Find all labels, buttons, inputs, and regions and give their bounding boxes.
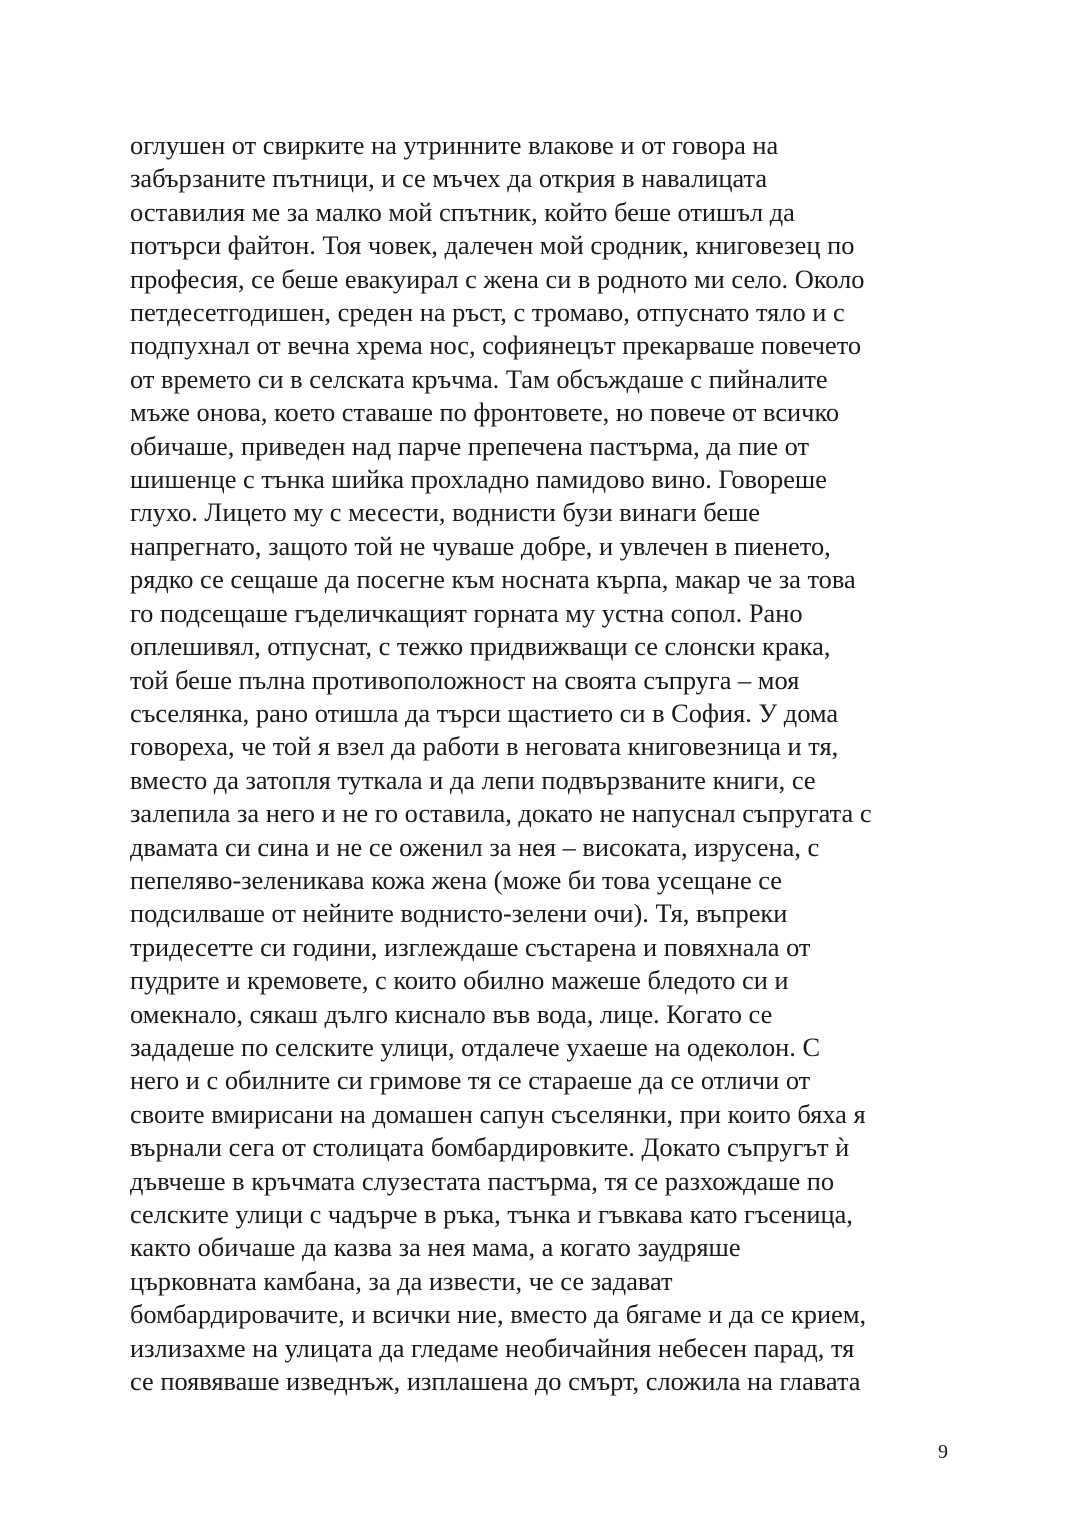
- text-line: подсилваше от нейните воднисто-зелени очи). Тя, въпреки: [130, 898, 788, 929]
- text-line: се появяваше изведнъж, изплашена до смърт, сложила на главата: [130, 1366, 861, 1397]
- text-line: мъже онова, което ставаше по фронтовете, но повече от всичко: [130, 397, 840, 428]
- text-line: пудрите и кремовете, с които обилно мажеше бледото си и: [130, 965, 789, 996]
- text-line: го подсещаше гъделичкащият горната му устна сопол. Рано: [130, 597, 803, 628]
- text-line: както обичаше да казва за нея мама, а когато заудряше: [130, 1232, 741, 1263]
- text-line: забързаните пътници, и се мъчех да открия в навалицата: [130, 163, 768, 194]
- text-line: той беше пълна противоположност на своята съпруга – моя: [130, 664, 800, 695]
- text-line: напрегнато, защото той не чуваше добре, и увлечен в пиенето,: [130, 530, 831, 561]
- text-line: омекнало, сякаш дълго киснало във вода, лице. Когато се: [130, 998, 773, 1029]
- text-line: селските улици с чадърче в ръка, тънка и гъвкава като гъсеница,: [130, 1199, 853, 1229]
- text-line: оставилия ме за малко мой спътник, който беше отишъл да: [130, 196, 795, 227]
- text-line: него и с обилните си гримове тя се стараеше да се отличи от: [130, 1065, 811, 1096]
- text-line: своите вмирисани на домашен сапун съселянки, при които бяха я: [130, 1098, 866, 1129]
- text-line: оглушен от свирките на утринните влакове и от говора на: [130, 130, 779, 160]
- text-line: глухо. Лицето му с месести, воднисти бузи винаги беше: [130, 497, 761, 528]
- text-line: бомбардировачите, и всички ние, вместо да бягаме и да се крием,: [130, 1299, 867, 1330]
- text-line: тридесетте си години, изглеждаше състарена и повяхнала от: [130, 931, 811, 962]
- text-line: върнали сега от столицата бомбардировките. Докато съпругът ѝ: [130, 1132, 850, 1163]
- text-line: излизахме на улицата да гледаме необичайния небесен парад, тя: [130, 1332, 855, 1363]
- text-line: зададеше по селските улици, отдалече ухаеше на одеколон. С: [130, 1031, 821, 1062]
- text-line: пепеляво-зеленикава кожа жена (може би това усещане се: [130, 864, 783, 895]
- page-number: 9: [938, 1441, 948, 1463]
- text-line: оплешивял, отпуснат, с тежко придвижващи се слонски крака,: [130, 631, 831, 662]
- text-line: двамата си сина и не се оженил за нея – високата, изрусена, с: [130, 831, 820, 862]
- text-line: залепила за него и не го оставила, докато не напуснал съпругата с: [130, 798, 872, 829]
- text-line: говореха, че той я взел да работи в неговата книговезница и тя,: [130, 731, 839, 762]
- text-line: от времето си в селската кръчма. Там обсъждаше с пийналите: [130, 363, 828, 394]
- text-line: рядко се сещаше да посегне към носната кърпа, макар че за това: [130, 564, 856, 595]
- text-line: потърси файтон. Тоя човек, далечен мой сродник, книговезец по: [130, 230, 855, 261]
- body-text: [130, 129, 960, 1398]
- text-line: съселянка, рано отишла да търси щастието си в София. У дома: [130, 697, 839, 728]
- text-line: вместо да затопля туткала и да лепи подвързваните книги, се: [130, 764, 816, 795]
- text-line: шишенце с тънка шийка прохладно памидово вино. Говореше: [130, 464, 827, 495]
- text-line: подпухнал от вечна хрема нос, софиянецът прекарваше повечето: [130, 330, 862, 361]
- text-line: обичаше, приведен над парче препечена пастърма, да пие от: [130, 430, 810, 461]
- text-line: църковната камбана, за да извести, че се задават: [130, 1265, 673, 1296]
- text-line: дъвчеше в кръчмата слузестата пастърма, тя се разхождаше по: [130, 1165, 835, 1196]
- text-line: петдесетгодишен, среден на ръст, с тромаво, отпуснато тяло и с: [130, 297, 845, 328]
- text-line: професия, се беше евакуирал с жена си в родното ми село. Около: [130, 263, 865, 294]
